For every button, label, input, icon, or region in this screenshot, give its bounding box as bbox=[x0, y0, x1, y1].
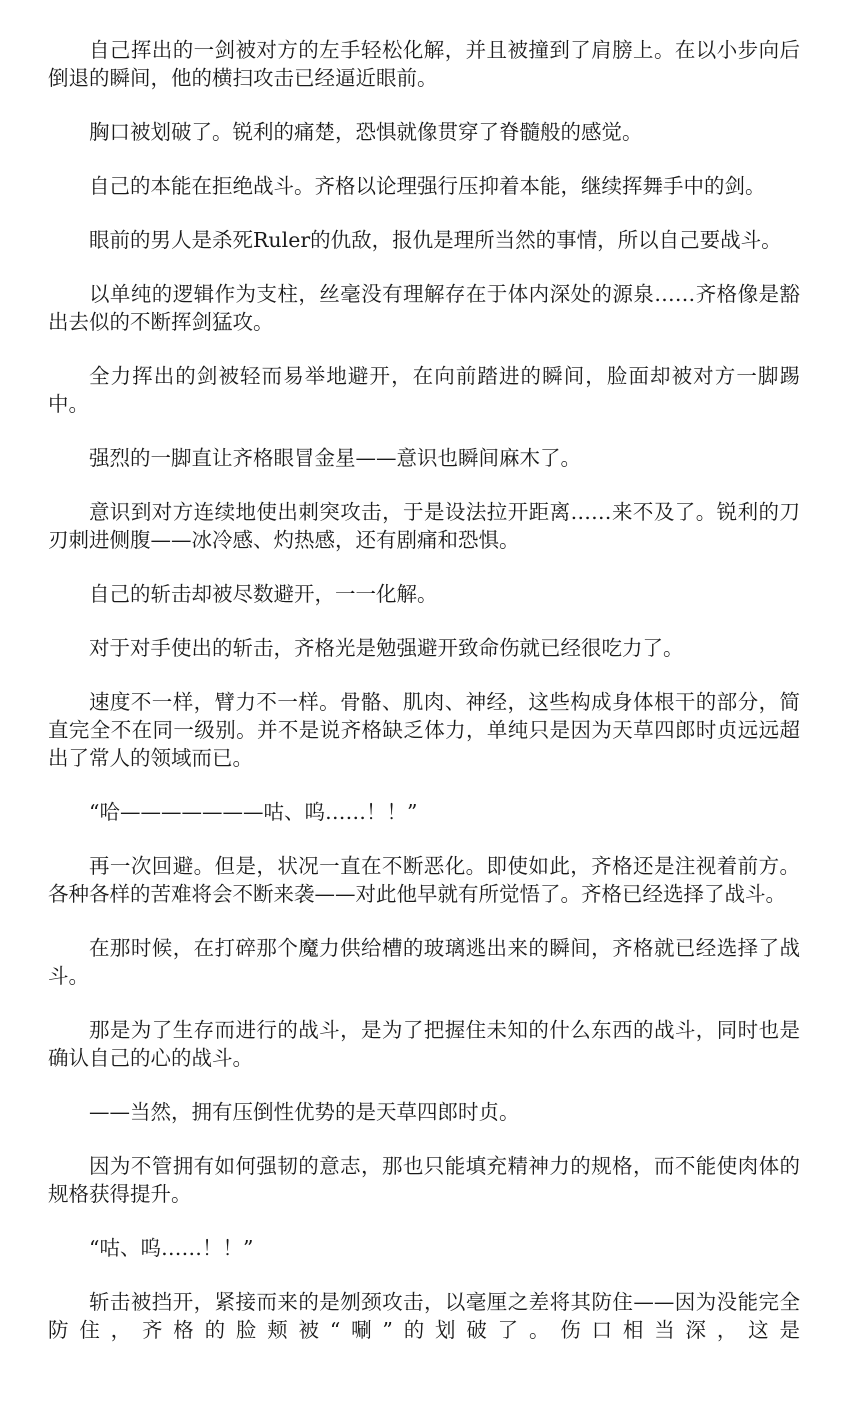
paragraph-10: 对于对手使出的斩击，齐格光是勉强避开致命伤就已经很吃力了。 bbox=[89, 636, 684, 660]
paragraph-11: 速度不一样，臂力不一样。骨骼、肌肉、神经，这些构成身体根干的部分，简直完全不在同一级别。并不是说齐格缺乏体力，单纯只是因为天草四郎时贞远远超出了常人的领域而已。 bbox=[48, 690, 800, 770]
document-page bbox=[48, 36, 800, 1370]
paragraph-16: ——当然，拥有压倒性优势的是天草四郎时贞。 bbox=[89, 1100, 520, 1124]
paragraph-8: 意识到对方连续地使出刺突攻击，于是设法拉开距离……来不及了。锐利的刀刃刺进侧腹——冰冷感、灼热感，还有剧痛和恐惧。 bbox=[48, 500, 800, 552]
paragraph-13: 再一次回避。但是，状况一直在不断恶化。即使如此，齐格还是注视着前方。各种各样的苦难将会不断来袭——对此他早就有所觉悟了。齐格已经选择了战斗。 bbox=[48, 854, 800, 906]
paragraph-15: 那是为了生存而进行的战斗，是为了把握住未知的什么东西的战斗，同时也是确认自己的心的战斗。 bbox=[48, 1018, 800, 1070]
paragraph-6: 全力挥出的剑被轻而易举地避开，在向前踏进的瞬间，脸面却被对方一脚踢中。 bbox=[48, 364, 800, 416]
paragraph-4: 眼前的男人是杀死Ruler的仇敌，报仇是理所当然的事情，所以自己要战斗。 bbox=[89, 228, 782, 252]
paragraph-17: 因为不管拥有如何强韧的意志，那也只能填充精神力的规格，而不能使肉体的规格获得提升。 bbox=[48, 1154, 800, 1206]
paragraph-1: 自己挥出的一剑被对方的左手轻松化解，并且被撞到了肩膀上。在以小步向后倒退的瞬间，他的横扫攻击已经逼近眼前。 bbox=[48, 38, 800, 90]
paragraph-19: 斩击被挡开，紧接而来的是刎颈攻击，以毫厘之差将其防住——因为没能完全防住，齐格的脸颊被“唰”的划破了。伤口相当深，这是 bbox=[48, 1290, 800, 1342]
paragraph-12: “哈———————咕、呜……！！” bbox=[89, 800, 418, 824]
paragraph-14: 在那时候，在打碎那个魔力供给槽的玻璃逃出来的瞬间，齐格就已经选择了战斗。 bbox=[48, 936, 800, 988]
paragraph-2: 胸口被划破了。锐利的痛楚，恐惧就像贯穿了脊髓般的感觉。 bbox=[89, 120, 643, 144]
paragraph-5: 以单纯的逻辑作为支柱，丝毫没有理解存在于体内深处的源泉……齐格像是豁出去似的不断挥剑猛攻。 bbox=[48, 282, 800, 334]
paragraph-3: 自己的本能在拒绝战斗。齐格以论理强行压抑着本能，继续挥舞手中的剑。 bbox=[89, 174, 766, 198]
paragraph-18: “咕、呜……！！” bbox=[89, 1236, 254, 1260]
paragraph-7: 强烈的一脚直让齐格眼冒金星——意识也瞬间麻木了。 bbox=[89, 446, 581, 470]
paragraph-9: 自己的斩击却被尽数避开，一一化解。 bbox=[89, 582, 438, 606]
